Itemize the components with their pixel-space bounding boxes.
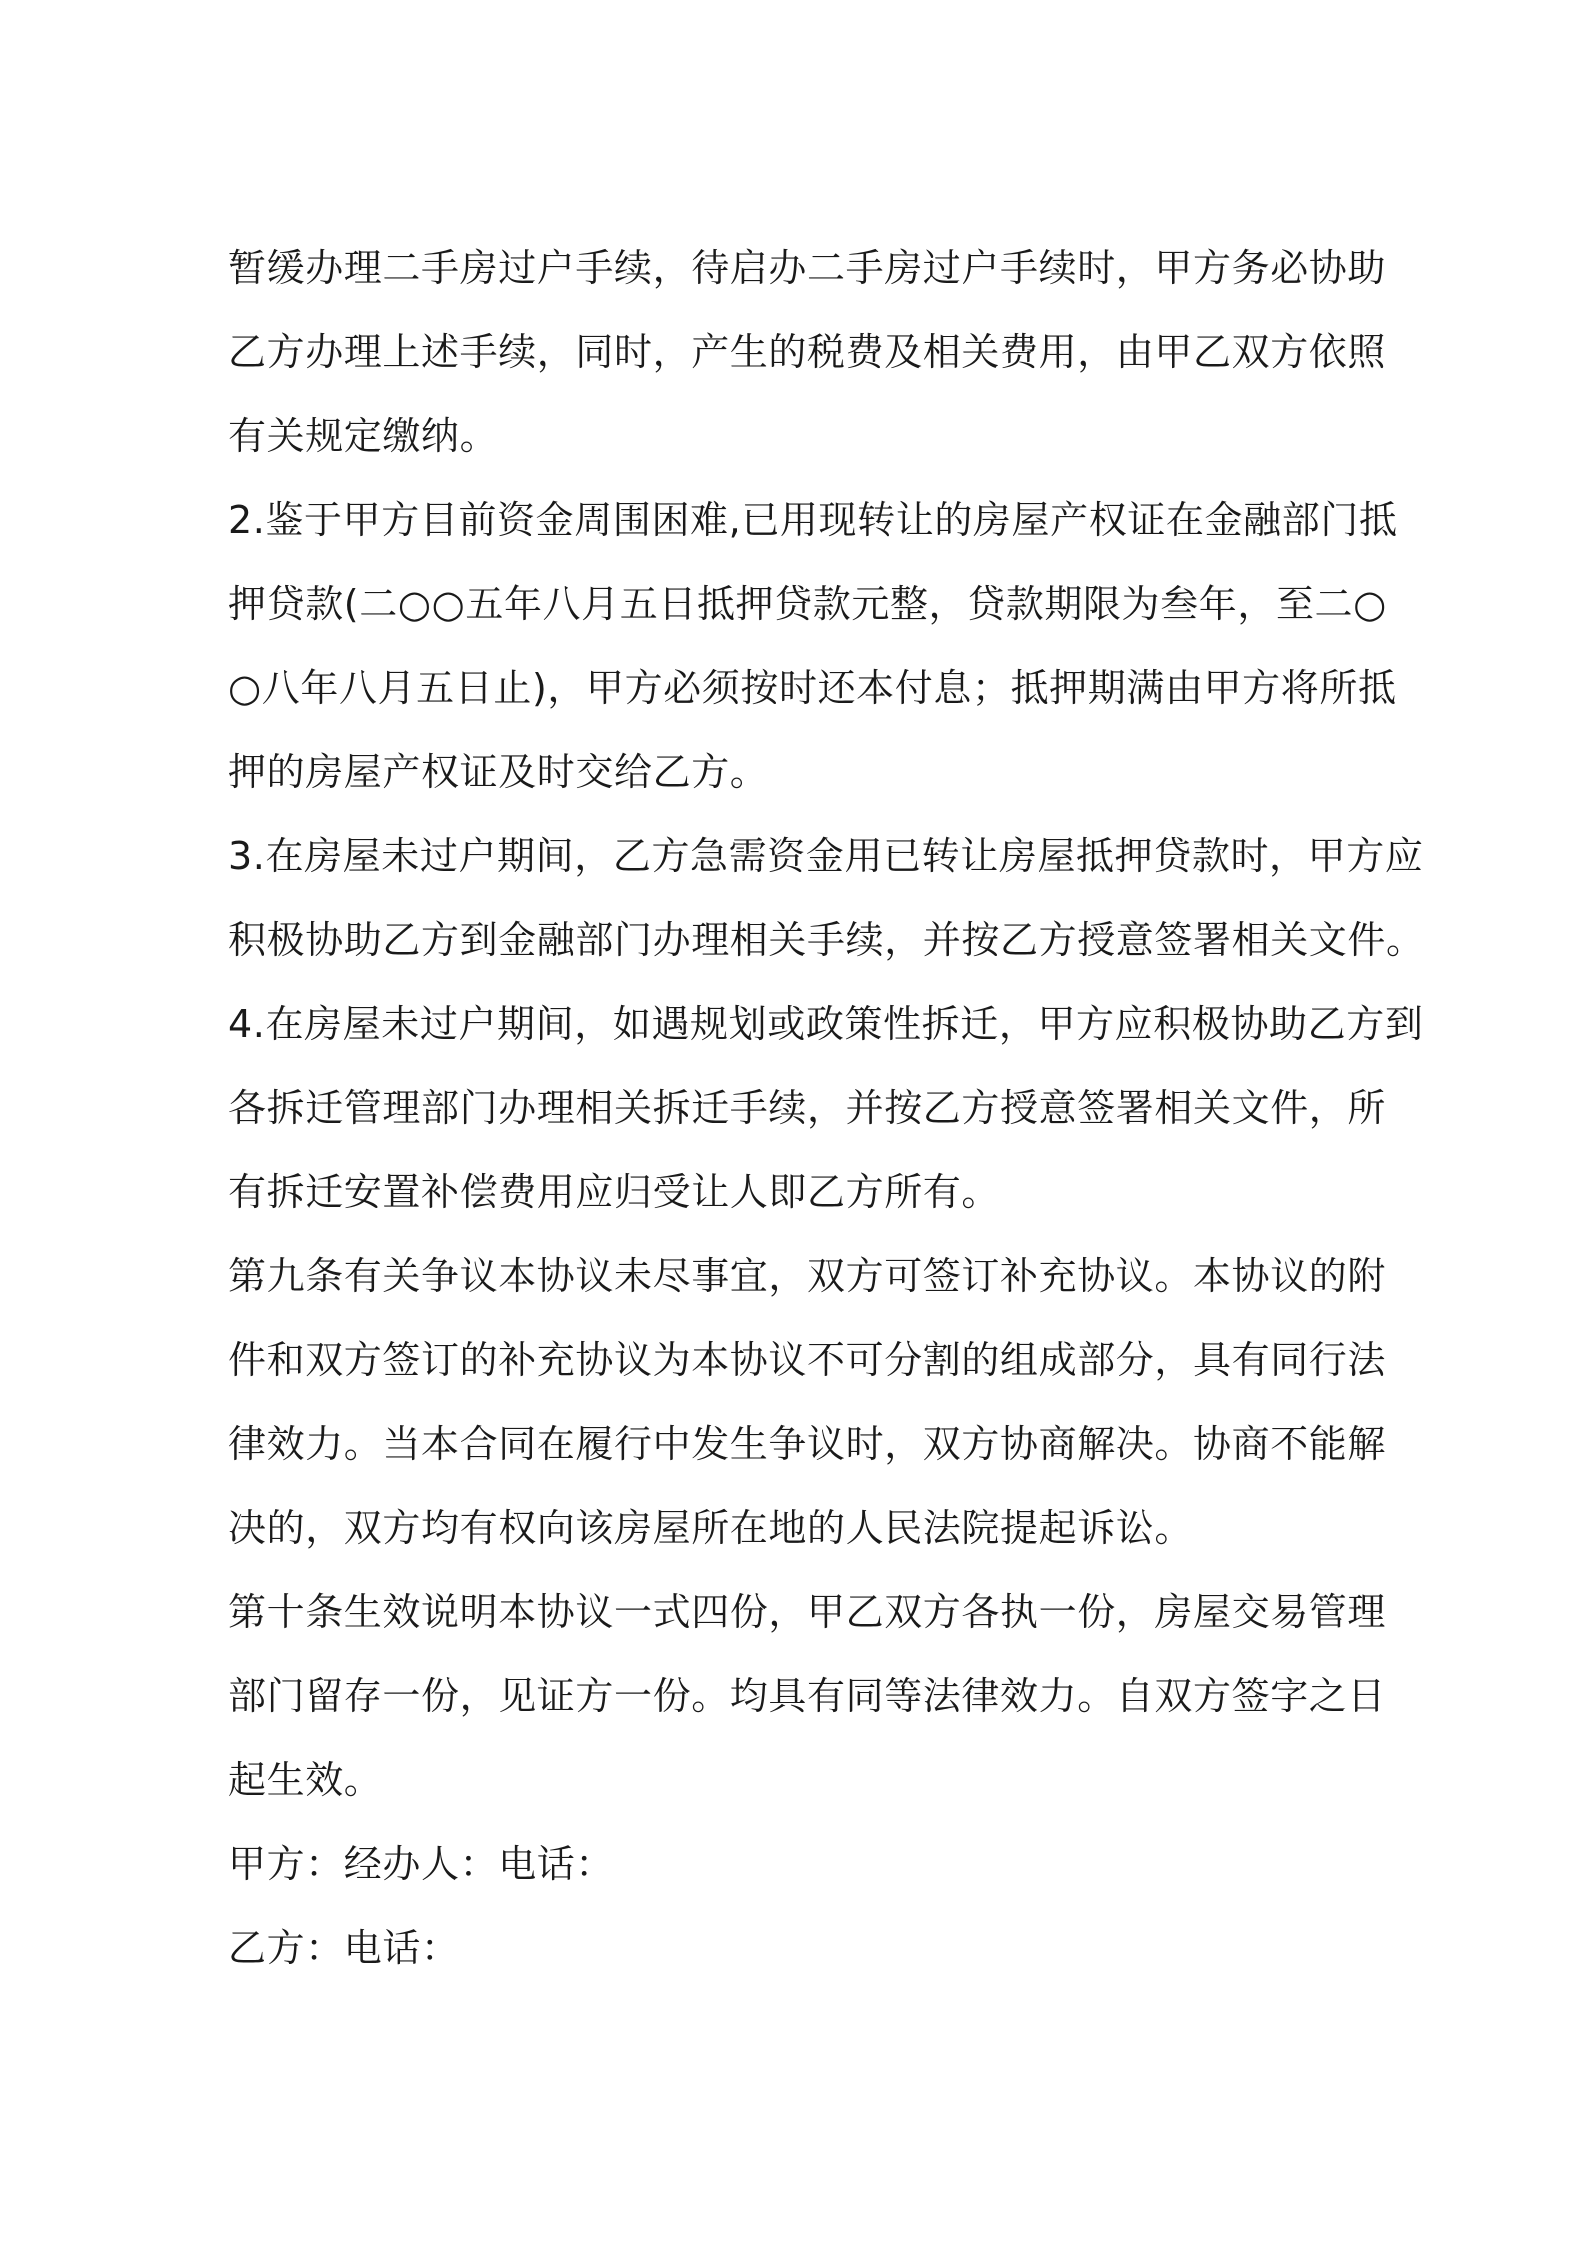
text-line: 押贷款(二○○五年八月五日抵押贷款元整，贷款期限为叁年，至二○ — [228, 582, 1387, 626]
clause-item-2 — [228, 478, 1398, 814]
article-9-disputes — [228, 1234, 1387, 1570]
text-line: 件和双方签订的补充协议为本协议不可分割的组成部分，具有同行法 — [228, 1338, 1387, 1382]
article-10-effectiveness — [228, 1570, 1387, 1822]
text-line: 律效力。当本合同在履行中发生争议时，双方协商解决。协商不能解 — [228, 1422, 1387, 1466]
text-line: ○八年八月五日止)，甲方必须按时还本付息；抵押期满由甲方将所抵 — [228, 666, 1397, 710]
clause-item-4 — [228, 982, 1424, 1234]
text-line: 4.在房屋未过户期间，如遇规划或政策性拆迁，甲方应积极协助乙方到 — [228, 1002, 1424, 1046]
text-line: 有拆迁安置补偿费用应归受让人即乙方所有。 — [228, 1170, 1001, 1214]
text-line: 起生效。 — [228, 1758, 383, 1802]
clause-item-3 — [228, 814, 1425, 982]
signature-block — [228, 1822, 1368, 1990]
party-b-signature-line: 乙方：电话： — [228, 1926, 460, 1970]
text-line: 乙方办理上述手续，同时，产生的税费及相关费用，由甲乙双方依照 — [228, 330, 1387, 374]
party-a-signature-line: 甲方：经办人：电话： — [228, 1842, 615, 1886]
text-line: 第十条生效说明本协议一式四份，甲乙双方各执一份，房屋交易管理 — [228, 1590, 1387, 1634]
text-line: 决的，双方均有权向该房屋所在地的人民法院提起诉讼。 — [228, 1506, 1194, 1550]
document-body — [228, 226, 1425, 1990]
text-line: 3.在房屋未过户期间，乙方急需资金用已转让房屋抵押贷款时，甲方应 — [228, 834, 1424, 878]
text-line: 第九条有关争议本协议未尽事宜，双方可签订补充协议。本协议的附 — [228, 1254, 1387, 1298]
text-line: 有关规定缴纳。 — [228, 414, 499, 458]
text-line: 押的房屋产权证及时交给乙方。 — [228, 750, 769, 794]
paragraph-transfer-procedure — [228, 226, 1387, 478]
text-line: 部门留存一份，见证方一份。均具有同等法律效力。自双方签字之日 — [228, 1674, 1387, 1718]
text-line: 各拆迁管理部门办理相关拆迁手续，并按乙方授意签署相关文件，所 — [228, 1086, 1387, 1130]
text-line: 积极协助乙方到金融部门办理相关手续，并按乙方授意签署相关文件。 — [228, 918, 1425, 962]
text-line: 暂缓办理二手房过户手续，待启办二手房过户手续时，甲方务必协助 — [228, 246, 1387, 290]
text-line: 2.鉴于甲方目前资金周围困难,已用现转让的房屋产权证在金融部门抵 — [228, 498, 1398, 542]
